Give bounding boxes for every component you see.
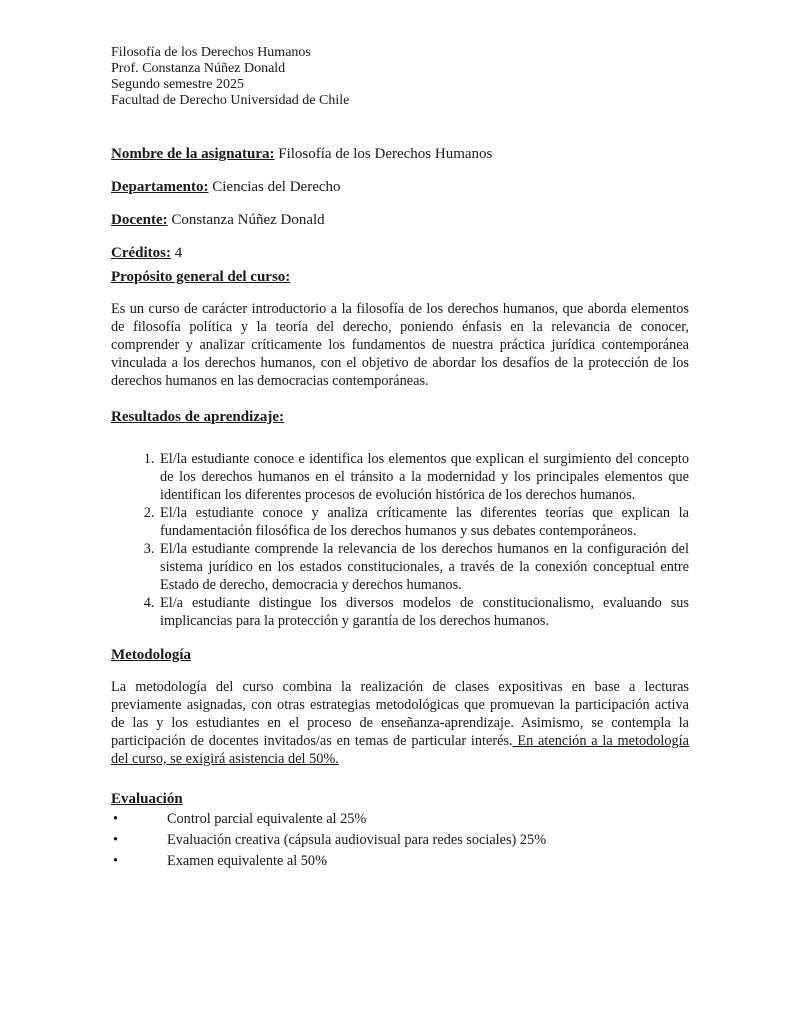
results-item-2: 2. El/la estudiante conoce y analiza críticamente las diferentes teorías que explican la fundamentación filosófica de los derechos humanos y sus debates contemporáneos. [158, 504, 689, 540]
subject-value: Filosofía de los Derechos Humanos [274, 146, 493, 162]
subject-field [111, 145, 689, 163]
evaluation-title: Evaluación [111, 791, 183, 807]
methodology-body: La metodología del curso combina la realización de clases expositivas en base a lecturas previamente asignadas, con otras estrategias metodológicas que promuevan la participación activa de las y los estudiantes en el proceso de enseñanza-aprendizaje. Asimismo, se contempla la participación de docentes invitados/as en temas de particular interés. [111, 679, 689, 749]
teacher-value: Constanza Núñez Donald [167, 212, 325, 228]
results-item-1: 1. El/la estudiante conoce e identifica los elementos que explican el surgimiento del concepto de los derechos humanos en el tránsito a la modernidad y los principales elementos que identifican los diferentes procesos de evolución histórica de los derechos humanos. [158, 450, 689, 504]
teacher-label: Docente: [111, 212, 168, 228]
methodology-attendance: En atención a la metodología del curso, se exigirá asistencia del 50%. [111, 733, 689, 767]
department-label: Departamento: [111, 179, 209, 195]
header-professor: Prof. Constanza Núñez Donald [111, 61, 286, 76]
evaluation-item-3 [111, 851, 689, 872]
bullet-icon: • [113, 811, 119, 827]
bullet-icon: • [113, 853, 119, 869]
header-faculty: Facultad de Derecho Universidad de Chile [111, 93, 350, 108]
methodology-text [111, 678, 689, 768]
evaluation-list [111, 809, 689, 872]
methodology-title: Metodología [111, 647, 191, 663]
teacher-field [111, 211, 689, 229]
subject-label: Nombre de la asignatura: [111, 146, 275, 162]
document-page [111, 45, 689, 872]
evaluation-item-1 [111, 809, 689, 830]
department-value: Ciencias del Derecho [208, 179, 341, 195]
evaluation-item-text: Control parcial equivalente al 25% [167, 811, 367, 827]
header-semester: Segundo semestre 2025 [111, 77, 244, 92]
evaluation-item-text: Examen equivalente al 50% [167, 853, 327, 869]
header-course: Filosofía de los Derechos Humanos [111, 45, 311, 60]
bullet-icon: • [113, 832, 119, 848]
results-item-3: 3. El/la estudiante comprende la relevancia de los derechos humanos en la configuración del sistema jurídico en los estados constitucionales, a través de la conexión conceptual entre Estado de derecho, democracia y derechos humanos. [158, 540, 689, 594]
results-list [111, 450, 689, 630]
credits-label: Créditos: [111, 245, 171, 261]
document-header [111, 45, 689, 109]
credits-value: 4 [171, 245, 183, 261]
department-field [111, 178, 689, 196]
evaluation-item-2 [111, 830, 689, 851]
results-title: Resultados de aprendizaje: [111, 409, 285, 425]
credits-field [111, 244, 689, 262]
results-item-4: 4. El/a estudiante distingue los diversos modelos de constitucionalismo, evaluando sus implicancias para la protección y garantía de los derechos humanos. [158, 594, 689, 630]
purpose-title: Propósito general del curso: [111, 269, 291, 285]
purpose-text: Es un curso de carácter introductorio a la filosofía de los derechos humanos, que aborda elementos de filosofía política y la teoría del derecho, poniendo énfasis en la relevancia de conocer, comprender y analizar críticamente los fundamentos de nuestra práctica jurídica contemporánea vinculada a los derechos humanos, con el objetivo de abordar los desafíos de la protección de los derechos humanos en las democracias contemporáneas. [111, 301, 689, 389]
evaluation-item-text: Evaluación creativa (cápsula audiovisual para redes sociales) 25% [167, 832, 547, 848]
